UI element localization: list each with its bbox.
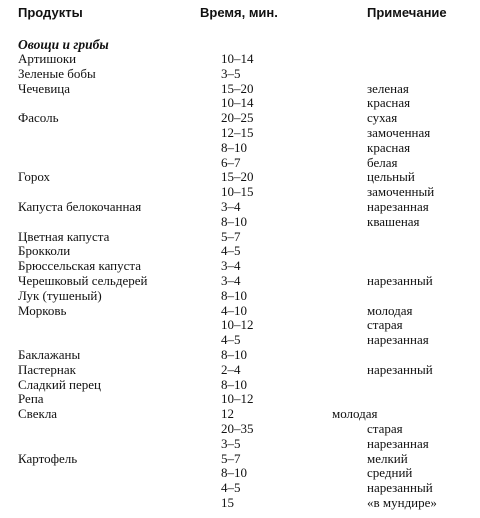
product-cell: Брюссельская капуста xyxy=(18,258,142,274)
note-cell: красная xyxy=(367,139,411,155)
table-row xyxy=(0,363,480,378)
note-cell: нарезанный xyxy=(367,272,433,288)
product-cell: Капуста белокочанная xyxy=(18,198,142,214)
time-cell: 2–4 xyxy=(221,361,241,377)
time-cell: 8–10 xyxy=(221,346,247,362)
table-row xyxy=(0,244,480,259)
time-cell: 8–10 xyxy=(221,376,247,392)
table-row xyxy=(0,407,480,422)
table-row xyxy=(0,304,480,319)
time-cell: 10–14 xyxy=(221,95,254,111)
time-cell: 20–35 xyxy=(221,420,254,436)
table-row xyxy=(0,52,480,67)
section-title: Овощи и грибы xyxy=(18,37,109,52)
note-cell: молодая xyxy=(332,406,378,422)
time-cell: 15–20 xyxy=(221,169,254,185)
time-cell: 3–4 xyxy=(221,272,241,288)
table-row xyxy=(0,422,480,437)
product-cell: Свекла xyxy=(18,406,58,422)
note-cell: нарезанная xyxy=(367,435,429,451)
product-cell: Сладкий перец xyxy=(18,376,101,392)
product-cell: Картофель xyxy=(18,450,78,466)
note-cell: старая xyxy=(367,317,403,333)
time-cell: 15–20 xyxy=(221,80,254,96)
table-row xyxy=(0,82,480,97)
table-row xyxy=(0,392,480,407)
product-cell: Пастернак xyxy=(18,361,76,377)
note-cell: «в мундире» xyxy=(367,494,437,510)
time-cell: 10–15 xyxy=(221,184,254,200)
table-row xyxy=(0,466,480,481)
product-cell: Брокколи xyxy=(18,243,71,259)
time-cell: 5–7 xyxy=(221,228,241,244)
time-cell: 10–12 xyxy=(221,391,254,407)
table-row xyxy=(0,96,480,111)
time-cell: 3–4 xyxy=(221,258,241,274)
product-cell: Зеленые бобы xyxy=(18,65,96,81)
product-cell: Баклажаны xyxy=(18,346,81,362)
table-row xyxy=(0,496,480,511)
time-cell: 20–25 xyxy=(221,110,254,126)
product-cell: Репа xyxy=(18,391,44,407)
product-cell: Черешковый сельдерей xyxy=(18,272,148,288)
note-cell: старая xyxy=(367,420,403,436)
product-cell: Фасоль xyxy=(18,110,59,126)
time-cell: 6–7 xyxy=(221,154,241,170)
note-cell: замоченный xyxy=(367,184,435,200)
note-cell: мелкий xyxy=(367,450,408,466)
time-cell: 8–10 xyxy=(221,139,247,155)
time-cell: 3–5 xyxy=(221,435,241,451)
table-row xyxy=(0,259,480,274)
product-cell: Лук (тушеный) xyxy=(18,287,102,303)
table-row xyxy=(0,318,480,333)
note-cell: нарезанный xyxy=(367,361,433,377)
header-time: Время, мин. xyxy=(200,5,278,20)
time-cell: 4–5 xyxy=(221,243,241,259)
table-row xyxy=(0,378,480,393)
table-row xyxy=(0,185,480,200)
table-row xyxy=(0,437,480,452)
note-cell: нарезанная xyxy=(367,332,429,348)
product-cell: Морковь xyxy=(18,302,67,318)
note-cell: средний xyxy=(367,465,413,481)
time-cell: 4–10 xyxy=(221,302,247,318)
note-cell: цельный xyxy=(367,169,415,185)
note-cell: квашеная xyxy=(367,213,420,229)
note-cell: белая xyxy=(367,154,398,170)
table-row xyxy=(0,348,480,363)
time-cell: 12 xyxy=(221,406,234,422)
time-cell: 5–7 xyxy=(221,450,241,466)
note-cell: замоченная xyxy=(367,124,431,140)
note-cell: нарезанная xyxy=(367,198,429,214)
note-cell: молодая xyxy=(367,302,413,318)
table-row xyxy=(0,170,480,185)
table-row xyxy=(0,333,480,348)
product-cell: Горох xyxy=(18,169,51,185)
table-row xyxy=(0,481,480,496)
table-row xyxy=(0,111,480,126)
product-cell: Чечевица xyxy=(18,80,71,96)
table-row xyxy=(0,289,480,304)
table-row xyxy=(0,230,480,245)
table-row xyxy=(0,156,480,171)
header-note: Примечание xyxy=(367,5,447,20)
time-cell: 8–10 xyxy=(221,465,247,481)
table-row xyxy=(0,215,480,230)
note-cell: зеленая xyxy=(367,80,409,96)
time-cell: 8–10 xyxy=(221,287,247,303)
time-cell: 10–14 xyxy=(221,51,254,66)
time-cell: 12–15 xyxy=(221,124,254,140)
time-cell: 8–10 xyxy=(221,213,247,229)
table-row xyxy=(0,67,480,82)
time-cell: 15 xyxy=(221,494,234,510)
time-cell: 3–5 xyxy=(221,65,241,81)
note-cell: сухая xyxy=(367,110,398,126)
time-cell: 3–4 xyxy=(221,198,241,214)
product-cell: Цветная капуста xyxy=(18,228,110,244)
table-row xyxy=(0,200,480,215)
table-row xyxy=(0,452,480,467)
header-product: Продукты xyxy=(18,5,83,20)
cooking-time-table xyxy=(0,52,480,511)
table-row xyxy=(0,141,480,156)
time-cell: 10–12 xyxy=(221,317,254,333)
table-row xyxy=(0,126,480,141)
note-cell: красная xyxy=(367,95,411,111)
table-row xyxy=(0,274,480,289)
time-cell: 4–5 xyxy=(221,480,241,496)
note-cell: нарезанный xyxy=(367,480,433,496)
product-cell: Артишоки xyxy=(18,51,77,66)
time-cell: 4–5 xyxy=(221,332,241,348)
